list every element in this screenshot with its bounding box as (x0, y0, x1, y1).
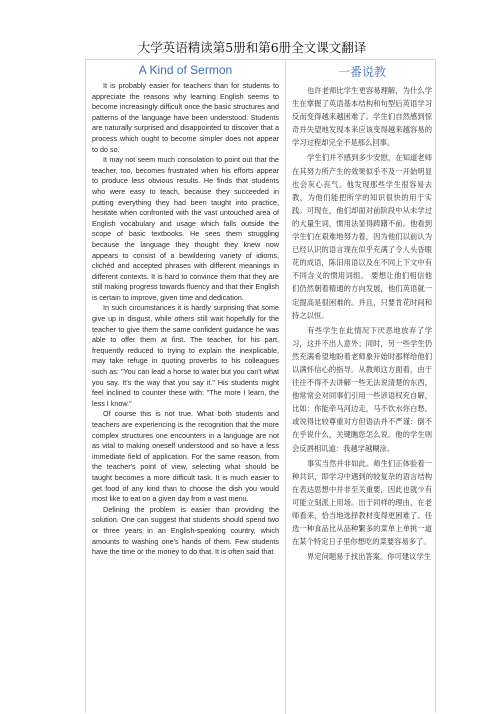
english-paragraph: In such circumstances it is hardly surprising that some give up in disgust, while others still wait hopefully for the teacher to give them the same confident guidance he was able to offer them at first. The teacher, for his part, frequently reduced to trying to explain the inexplicable, may take refuge in quoting proverbs to his colleagues such as: "You can lead a horse to water but you can't what you say. It's the way that you say it." His students might feel inclined to counter these with: "The more I learn, the less I know." (92, 303, 279, 408)
chinese-column (292, 60, 432, 714)
chinese-paragraph: 学生们并不感到多少安慰，在知道老师在其努力所产生的效果似乎不及一开始明显也会灰心丧气。他发现那些学生很容易去教，为他们能把所学的知识很快的用于实践。可现在，他们却面对前阶段中从未学过的大量生词，惯用法显得踌躇不前。他看到学生们在艰难地努力着，因为他们以前认为已经认识的语言现在似乎充满了令人头昏眼花的成语，陈旧用语以及在不同上下文中有不同含义的惯用词组。 要想让他们相信他们仍然朝着精通的方向发展，他们英语就一定提高是很困难的。并且，只要肯花时间和持之以恒。 (292, 153, 432, 320)
english-column (92, 60, 279, 714)
english-paragraph: Defining the problem is easier than providing the solution. One can suggest that students should spend two or three years in an English-speaking country, which amounts to washing one's hands of them. Few students have the time or the money to do that. It is often said that (92, 504, 279, 557)
bilingual-text-frame (85, 59, 436, 713)
chinese-paragraph: 有些学生在此情况下厌恶地放弃了学习，这并不出人意外；同时，另一些学生仍然充满希望地盼着老师象开始时那样给他们以满怀信心的指导。从教师这方面看，由于往往不得不去讲解一些无法说清楚的东西，他常常会对同事们引用一些谚语权充自解，比如：你能牵马河边走，马不饮水你白愁，或说得比较尊重对方但语法并不严谨：倒不在乎说什么，关键瞧您怎么说。他的学生则会反唇相讥道：我越学越糊涂。 (292, 325, 432, 453)
chinese-paragraph: 事实当然并非如此。师生们正体验着一种共识，即学习中遇到的较复杂的语言结构在表达思想中并非至关重要，因此也就少有可能立刻派上用场。出于同样的理由，在老师看来，恰当地选择教材变得更困难了。任选一种食品比从品种繁多的菜单上单挑一道在某个特定日子里你想吃的菜要容易多了。 (292, 458, 432, 547)
english-paragraph: It may not seem much consolation to point out that the teacher, too, becomes frustrated when his efforts appear to produce less obvious results. He finds that students who were easy to teach, because they succeeded in putting everything they had been taught into practice, hesitate when confronted with the vast untouched area of English vocabulary and usage which falls outside the scope of basic textbooks. He sees them struggling because the language they thought they knew now appears to consist of a bewildering variety of idioms, clichéd and accepted phrases with different meanings in different contexts. It is hard to convince them that they are still making progress towards fluency and that their English is certain to improve, given time and dedication. (92, 155, 279, 302)
english-title: A Kind of Sermon (138, 63, 233, 77)
english-paragraph: Of course this is not true. What both students and teachers are experiencing is the recognition that the more complex structures one encounters in a language are not as vital to making oneself understood and so have a less immediate field of application. For the same reason, from the teacher's point of view, selecting what should be taught becomes a more difficult task. It is much easier to get food of any kind than to choose the dish you would most like to eat on a given day from a vast menu. (92, 409, 279, 504)
chinese-title: 一番说教 (337, 65, 386, 79)
chinese-paragraph: 界定问题易于找出答案。你可建议学生 (307, 552, 432, 562)
chinese-paragraph: 也许老师比学生更容易理解，为什么学生在掌握了英语基本结构和句型后英语学习反而变得越来越困难了。学生们自然感到惊奇并失望地发现本来应该变得越来越容易的学习过程却完全不是那么回事。 (292, 86, 432, 148)
column-divider (285, 60, 286, 714)
english-paragraph: It is probably easier for teachers than for students to appreciate the reasons why learning English seems to become increasingly difficult once the basic structures and patterns of the language have been understood. Students are naturally surprised and disappointed to discover that a process which ought to become simpler does not appear to do so. (92, 81, 279, 154)
page-title: 大学英语精读第5册和第6册全文课文翻译 (137, 40, 367, 55)
